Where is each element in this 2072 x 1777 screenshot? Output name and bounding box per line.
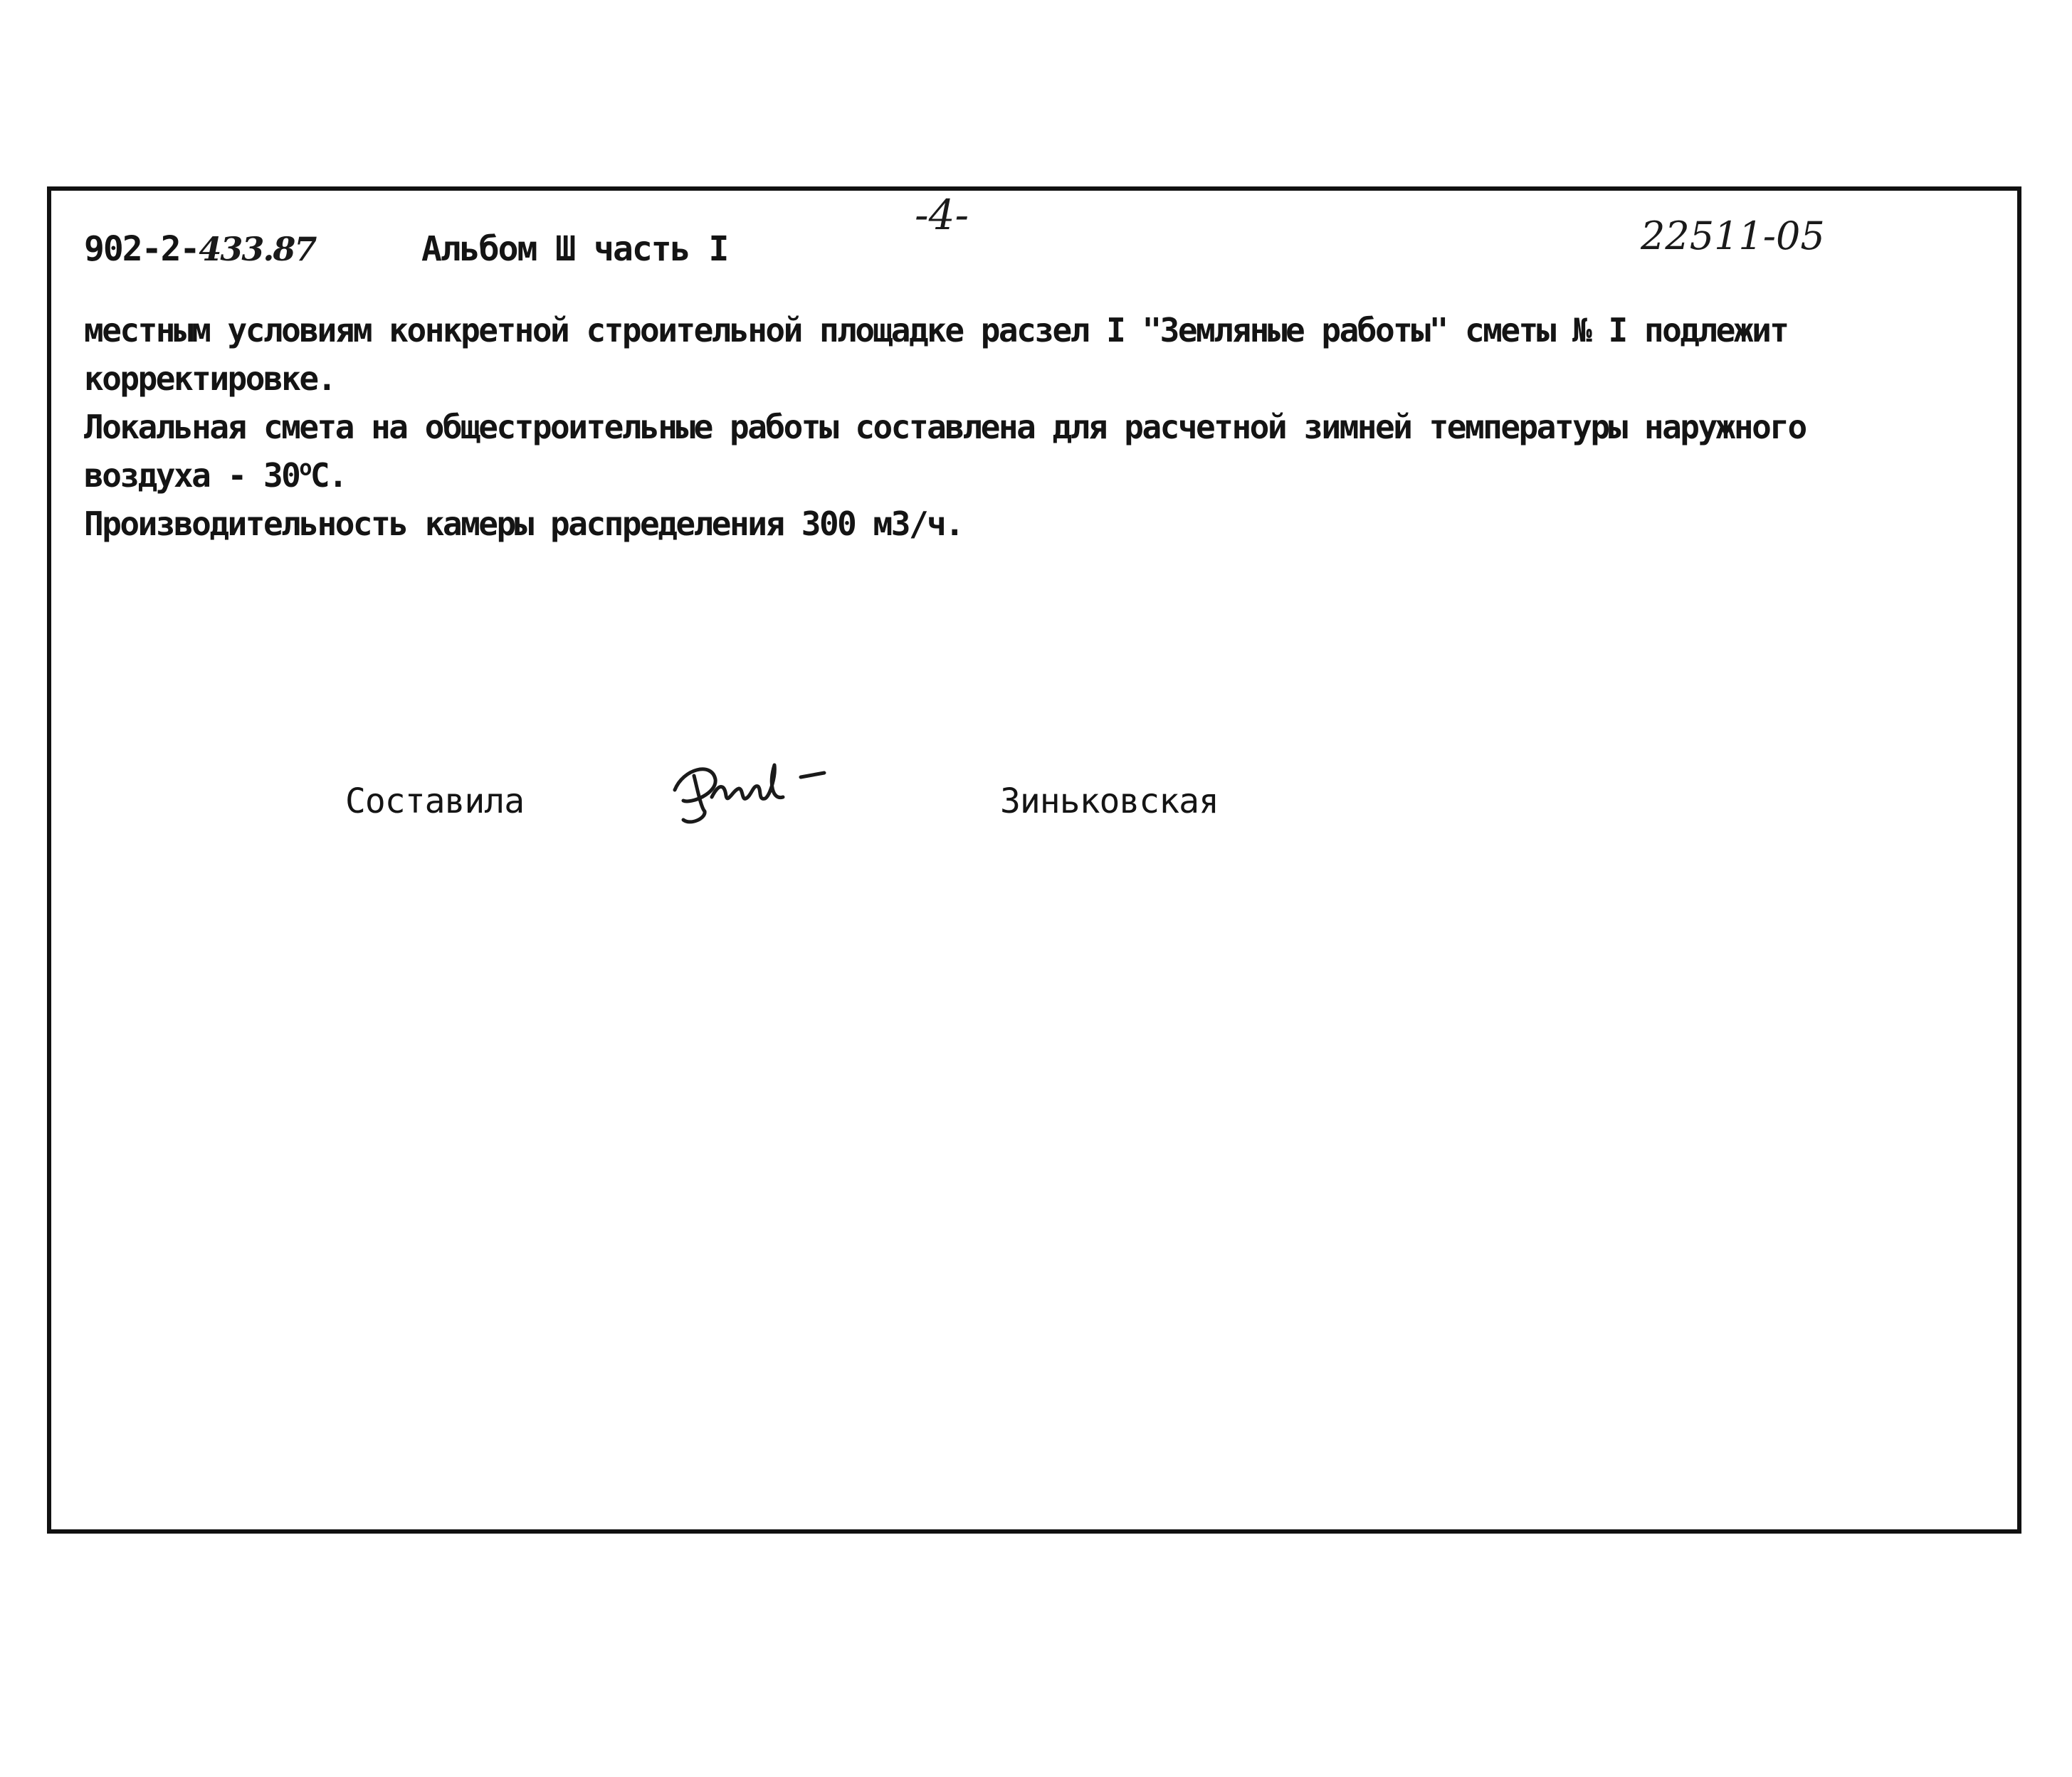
body-line: местным условиям конкретной строительной площадке расзел I "Земляные работы" сметы № I подлежит [84,311,1788,349]
body-line-text: воздуха - 30 [84,456,300,495]
signoff-name: Зиньковская [1000,781,1219,821]
degree-sign: о [299,455,310,481]
body-line-text: С. [310,456,347,495]
body-line: Производительность камеры распределения 300 м3/ч. [84,505,963,543]
doc-code [84,229,315,269]
album-label: Альбом Ш часть I [421,229,728,269]
signature [662,740,847,840]
archive-number: 22511-05 [1641,213,1825,258]
document-body [84,306,2006,548]
doc-code-handwritten: 433.87 [199,230,316,268]
body-line: корректировке. [84,359,335,398]
body-line [84,451,2006,500]
signoff-role: Составила [345,781,525,821]
doc-code-typed: 902-2- [84,229,199,269]
body-line: Локальная смета на общестроительные работы составлена для расчетной зимней температуры наружного [84,408,1806,446]
page-number: -4- [915,191,969,239]
